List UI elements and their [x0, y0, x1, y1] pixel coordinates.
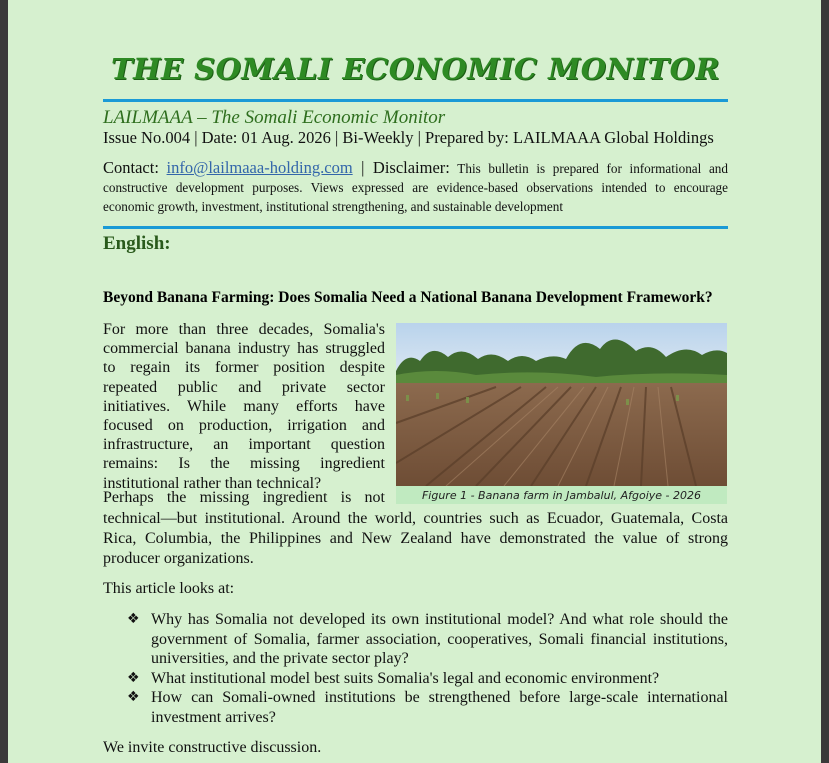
list-item	[127, 669, 728, 689]
top-divider	[103, 99, 728, 102]
diamond-bullet-icon: ❖	[127, 669, 140, 686]
subtitle: LAILMAAA – The Somali Economic Monitor	[103, 107, 446, 128]
banana-farm-photo	[396, 323, 727, 486]
contact-separator: |	[352, 158, 373, 177]
diamond-bullet-icon: ❖	[127, 689, 140, 705]
article-paragraph-2-rest: technical—but institutional. Around the world, countries such as Ecuador, Guatemala, Costa Rica, Columbia, the Philippines and New Zealand have demonstrated the value of strong producer organizations.	[103, 510, 728, 567]
language-heading: English:	[103, 233, 171, 254]
masthead-title: THE SOMALI ECONOMIC MONITOR	[111, 52, 720, 86]
article-paragraph-4: We invite constructive discussion.	[103, 739, 322, 756]
list-item	[127, 688, 728, 727]
contact-label: Contact:	[103, 158, 159, 177]
contact-email-link[interactable]: info@lailmaaa-holding.com	[166, 158, 353, 177]
issue-line: Issue No.004 | Date: 01 Aug. 2026 | Bi-Weekly | Prepared by: LAILMAAA Global Holdings	[103, 128, 714, 147]
article-paragraph-2-start: Perhaps the missing ingredient is not	[103, 489, 385, 506]
list-item-text: Why has Somalia not developed its own institutional model? And what role should the government of Somalia, farmer association, cooperatives, Somali financial institutions, universities, and the private sector play?	[151, 611, 728, 667]
list-item	[127, 610, 728, 669]
article-paragraph-1: For more than three decades, Somalia's commercial banana industry has struggled to regain its former position despite repeated public and private sector initiatives. While many efforts have focused on production, irrigation and infrastructure, an important question remains: Is the missing ingredient institutional rather than technical?	[103, 321, 385, 492]
diamond-bullet-icon: ❖	[127, 611, 140, 627]
bottom-divider	[103, 226, 728, 229]
contact-disclaimer	[103, 158, 728, 216]
disclaimer-label: Disclaimer:	[372, 158, 450, 177]
question-list	[127, 610, 728, 727]
disclaimer-text: This bulletin is prepared for informational and constructive development purposes. Views expressed are evidence-based observations intended to encourage economic growth, investment, institutional strengthening, and sustainable development	[103, 161, 728, 214]
figure-caption: Figure 1 - Banana farm in Jambalul, Afgoiye - 2026	[396, 486, 727, 504]
document-page	[8, 0, 821, 763]
list-item-text: How can Somali-owned institutions be strengthened before large-scale international investment arrives?	[151, 689, 728, 726]
article-paragraph-3: This article looks at:	[103, 580, 235, 597]
figure	[396, 323, 727, 504]
list-item-text: What institutional model best suits Somalia's legal and economic environment?	[151, 669, 660, 687]
article-headline: Beyond Banana Farming: Does Somalia Need a National Banana Development Framework?	[103, 289, 713, 306]
